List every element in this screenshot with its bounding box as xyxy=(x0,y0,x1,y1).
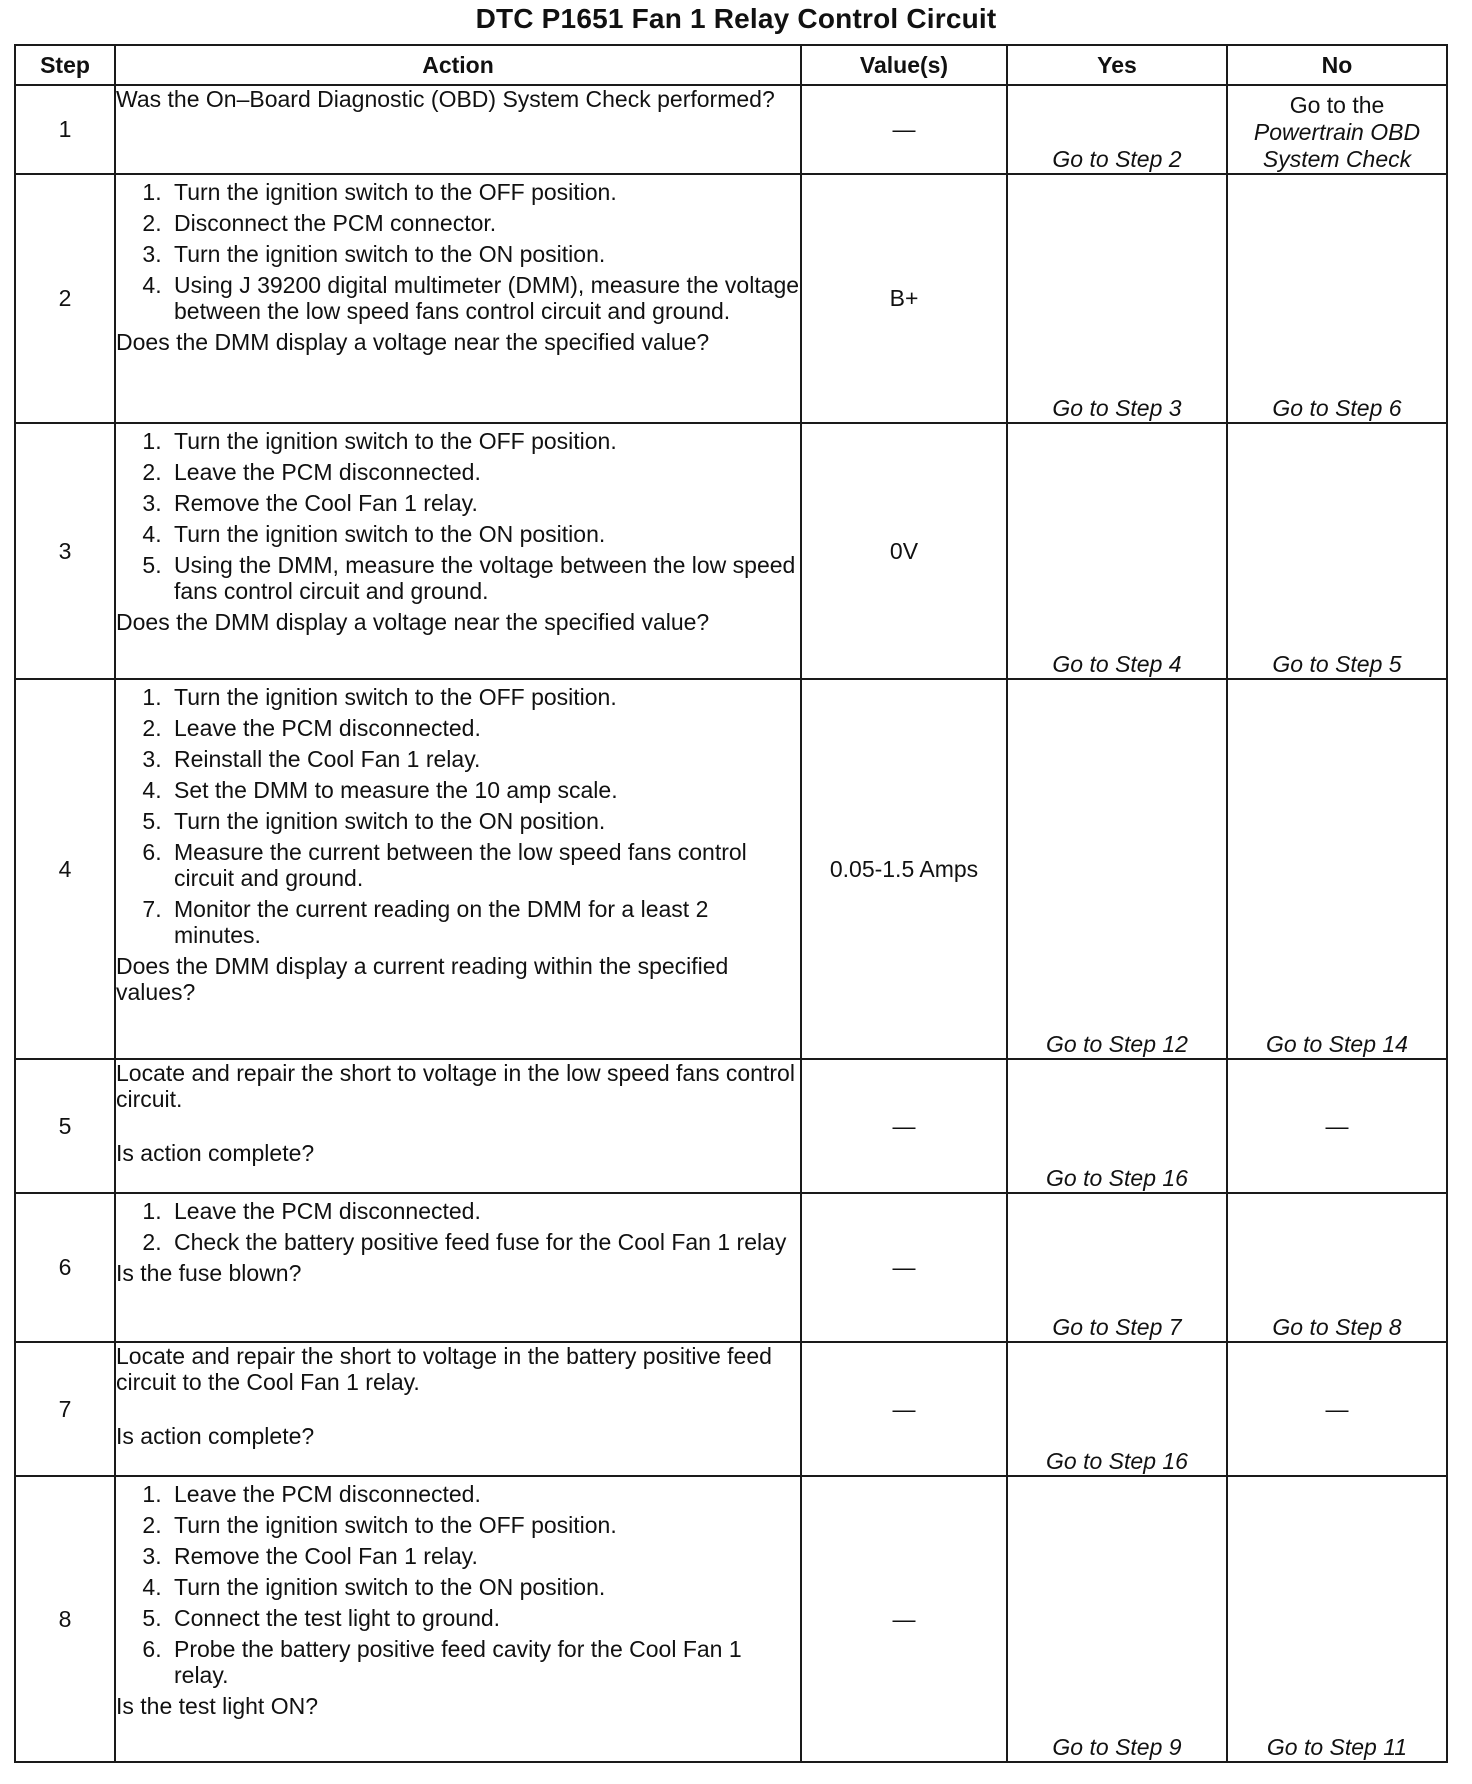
list-item: 2. Leave the PCM disconnected. xyxy=(168,459,800,485)
list-item: 4. Turn the ignition switch to the ON position. xyxy=(168,1574,800,1600)
header-action: Action xyxy=(115,45,801,85)
list-item: 2. Check the battery positive feed fuse for the Cool Fan 1 relay xyxy=(168,1229,800,1255)
action-question: Is action complete? xyxy=(116,1140,315,1166)
table-row xyxy=(15,1193,1447,1342)
value-cell: — xyxy=(801,1476,1007,1762)
list-item: 2. Disconnect the PCM connector. xyxy=(168,210,800,236)
action-intro: Locate and repair the short to voltage in the low speed fans control circuit. xyxy=(116,1060,795,1112)
yes-cell: Go to Step 12 xyxy=(1007,679,1227,1059)
list-item: 5. Using the DMM, measure the voltage between the low speed fans control circuit and ground. xyxy=(168,552,800,604)
list-item: 1. Turn the ignition switch to the OFF position. xyxy=(168,684,800,710)
procedure-list xyxy=(116,1481,800,1688)
list-item: 3. Reinstall the Cool Fan 1 relay. xyxy=(168,746,800,772)
table-row xyxy=(15,174,1447,423)
value-cell: — xyxy=(801,85,1007,174)
list-item: 4. Using J 39200 digital multimeter (DMM), measure the voltage between the low speed fans control circuit and ground. xyxy=(168,272,800,324)
step-number: 7 xyxy=(15,1342,115,1476)
table-row xyxy=(15,1342,1447,1476)
table-row xyxy=(15,1476,1447,1762)
yes-cell: Go to Step 16 xyxy=(1007,1342,1227,1476)
header-no: No xyxy=(1227,45,1447,85)
list-item: 7. Monitor the current reading on the DMM for a least 2 minutes. xyxy=(168,896,800,948)
action-cell xyxy=(115,1342,801,1476)
value-cell: B+ xyxy=(801,174,1007,423)
no-cell: Go to Step 11 xyxy=(1227,1476,1447,1762)
procedure-list xyxy=(116,1198,800,1255)
spacer xyxy=(116,1395,800,1423)
value-cell: — xyxy=(801,1059,1007,1193)
table-row xyxy=(15,1059,1447,1193)
step-number: 2 xyxy=(15,174,115,423)
procedure-list xyxy=(116,684,800,948)
table-row xyxy=(15,85,1447,174)
no-cell: Go to Step 6 xyxy=(1227,174,1447,423)
diagnostic-table xyxy=(14,44,1448,1763)
list-item: 3. Turn the ignition switch to the ON position. xyxy=(168,241,800,267)
page-title: DTC P1651 Fan 1 Relay Control Circuit xyxy=(475,3,997,34)
action-question: Does the DMM display a voltage near the specified value? xyxy=(116,329,710,355)
header-yes: Yes xyxy=(1007,45,1227,85)
yes-cell: Go to Step 3 xyxy=(1007,174,1227,423)
action-intro: Was the On–Board Diagnostic (OBD) System Check performed? xyxy=(116,86,775,112)
action-question: Is the fuse blown? xyxy=(116,1260,302,1286)
list-item: 1. Turn the ignition switch to the OFF position. xyxy=(168,179,800,205)
action-question: Is the test light ON? xyxy=(116,1693,318,1719)
list-item: 5. Connect the test light to ground. xyxy=(168,1605,800,1631)
action-question: Does the DMM display a current reading within the specified values? xyxy=(116,953,729,1005)
list-item: 6. Measure the current between the low speed fans control circuit and ground. xyxy=(168,839,800,891)
action-question: Does the DMM display a voltage near the specified value? xyxy=(116,609,710,635)
step-number: 5 xyxy=(15,1059,115,1193)
no-cell: — xyxy=(1227,1342,1447,1476)
action-cell xyxy=(115,679,801,1059)
list-item: 3. Remove the Cool Fan 1 relay. xyxy=(168,490,800,516)
value-cell: — xyxy=(801,1342,1007,1476)
value-cell: — xyxy=(801,1193,1007,1342)
list-item: 2. Leave the PCM disconnected. xyxy=(168,715,800,741)
list-item: 1. Leave the PCM disconnected. xyxy=(168,1198,800,1224)
yes-cell: Go to Step 4 xyxy=(1007,423,1227,679)
list-item: 4. Set the DMM to measure the 10 amp scale. xyxy=(168,777,800,803)
list-item: 1. Leave the PCM disconnected. xyxy=(168,1481,800,1507)
action-question: Is action complete? xyxy=(116,1423,315,1449)
step-number: 4 xyxy=(15,679,115,1059)
procedure-list xyxy=(116,179,800,324)
table-row xyxy=(15,423,1447,679)
no-cell: Go to Step 5 xyxy=(1227,423,1447,679)
action-cell xyxy=(115,1059,801,1193)
value-cell: 0V xyxy=(801,423,1007,679)
value-cell: 0.05-1.5 Amps xyxy=(801,679,1007,1059)
action-cell xyxy=(115,1193,801,1342)
header-value: Value(s) xyxy=(801,45,1007,85)
step-number: 3 xyxy=(15,423,115,679)
yes-cell: Go to Step 2 xyxy=(1007,85,1227,174)
step-number: 1 xyxy=(15,85,115,174)
table-row xyxy=(15,679,1447,1059)
action-cell xyxy=(115,423,801,679)
list-item: 3. Remove the Cool Fan 1 relay. xyxy=(168,1543,800,1569)
action-cell xyxy=(115,85,801,174)
no-line: Powertrain OBD System Check xyxy=(1253,119,1421,172)
list-item: 1. Turn the ignition switch to the OFF position. xyxy=(168,428,800,454)
yes-cell: Go to Step 16 xyxy=(1007,1059,1227,1193)
no-cell: Go to Step 14 xyxy=(1227,679,1447,1059)
header-row xyxy=(15,45,1447,85)
list-item: 6. Probe the battery positive feed cavity for the Cool Fan 1 relay. xyxy=(168,1636,800,1688)
no-cell: Go to Step 8 xyxy=(1227,1193,1447,1342)
spacer xyxy=(116,1112,800,1140)
step-number: 6 xyxy=(15,1193,115,1342)
header-step: Step xyxy=(15,45,115,85)
action-intro: Locate and repair the short to voltage in the battery positive feed circuit to the Cool Fan 1 relay. xyxy=(116,1343,772,1395)
no-line: Go to the xyxy=(1289,92,1385,118)
list-item: 4. Turn the ignition switch to the ON position. xyxy=(168,521,800,547)
list-item: 2. Turn the ignition switch to the OFF position. xyxy=(168,1512,800,1538)
procedure-list xyxy=(116,428,800,604)
yes-cell: Go to Step 9 xyxy=(1007,1476,1227,1762)
action-cell xyxy=(115,174,801,423)
yes-cell: Go to Step 7 xyxy=(1007,1193,1227,1342)
no-cell xyxy=(1227,85,1447,174)
step-number: 8 xyxy=(15,1476,115,1762)
list-item: 5. Turn the ignition switch to the ON position. xyxy=(168,808,800,834)
no-cell: — xyxy=(1227,1059,1447,1193)
action-cell xyxy=(115,1476,801,1762)
